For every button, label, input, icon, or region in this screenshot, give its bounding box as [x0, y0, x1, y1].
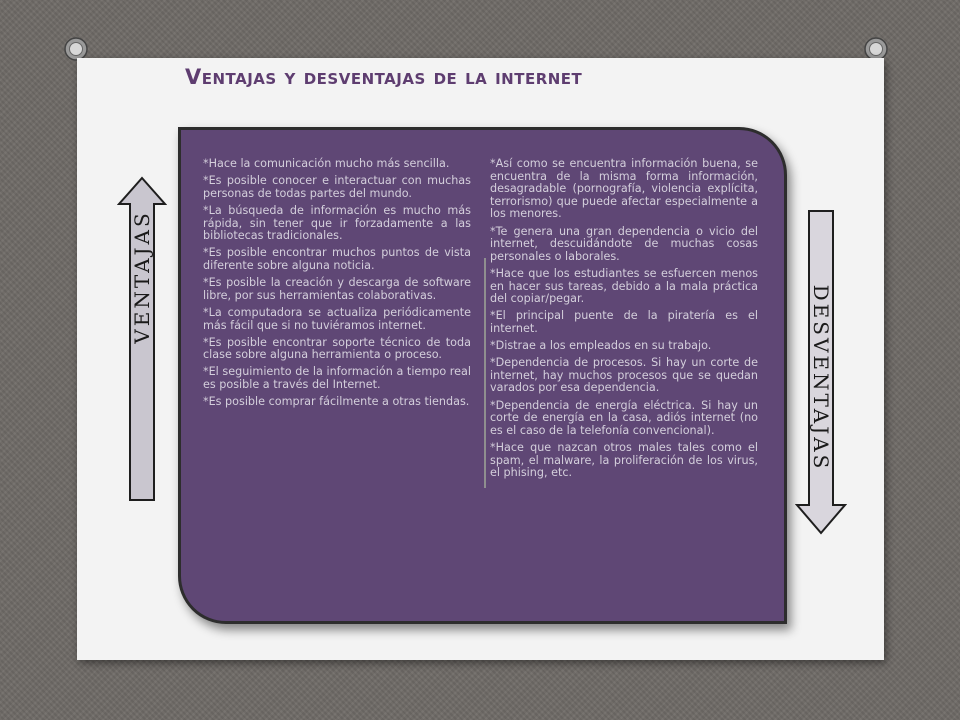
list-item: *Dependencia de procesos. Si hay un corte de internet, hay muchos procesos que se quedan varados por esa dependencia.: [490, 356, 758, 395]
list-item: *Es posible comprar fácilmente a otras tiendas.: [203, 395, 470, 409]
slide-title: Ventajas y desventajas de la internet: [185, 65, 583, 89]
list-item: *La búsqueda de información es mucho más rápida, sin tener que ir forzadamente a las bibliotecas tradicionales.: [203, 203, 471, 243]
list-item: *Dependencia de energía eléctrica. Si hay un corte de energía en la casa, adiós internet (no es el caso de la telefonía convencional).: [490, 398, 758, 437]
list-item: *Es posible encontrar muchos puntos de vista diferente sobre alguna noticia.: [203, 246, 471, 272]
list-item: *Hace que nazcan otros males tales como el spam, el malware, la proliferación de los virus, el phising, etc.: [490, 441, 758, 480]
list-item: *La computadora se actualiza periódicamente más fácil que si no tuviéramos internet.: [203, 305, 471, 332]
list-item: *Es posible encontrar soporte técnico de toda clase sobre alguna herramienta o proceso.: [203, 335, 471, 362]
desventajas-label: DESVENTAJAS: [809, 284, 833, 472]
ventajas-label: VENTAJAS: [130, 210, 154, 344]
list-item: *Así como se encuentra información buena, se encuentra de la misma forma información, desagradable (pornografía, violencia explícita, terrorismo) que puede afectar especialmente a los menores.: [490, 157, 758, 221]
list-item: *Hace que los estudiantes se esfuercen menos en hacer sus tareas, debido a la mala práctica del copiar/pegar.: [490, 266, 758, 306]
list-item: *Es posible la creación y descarga de software libre, por sus herramientas colaborativas.: [203, 276, 471, 302]
list-item: *Te genera una gran dependencia o vicio del internet, descuidándote de muchas cosas personales o laborales.: [490, 224, 758, 263]
column-divider: [484, 258, 486, 488]
list-item: *Es posible conocer e interactuar con muchas personas de todas partes del mundo.: [203, 174, 471, 200]
ventajas-list: [203, 158, 471, 413]
up-arrow-icon: [117, 176, 167, 502]
list-item: *Hace la comunicación mucho más sencilla.: [203, 157, 450, 170]
list-item: *Distrae a los empleados en su trabajo.: [490, 339, 712, 353]
list-item: *El seguimiento de la información a tiempo real es posible a través del Internet.: [203, 365, 471, 392]
desventajas-list: [490, 158, 758, 484]
list-item: *El principal puente de la piratería es el internet.: [490, 309, 758, 335]
down-arrow-icon: [795, 209, 847, 535]
